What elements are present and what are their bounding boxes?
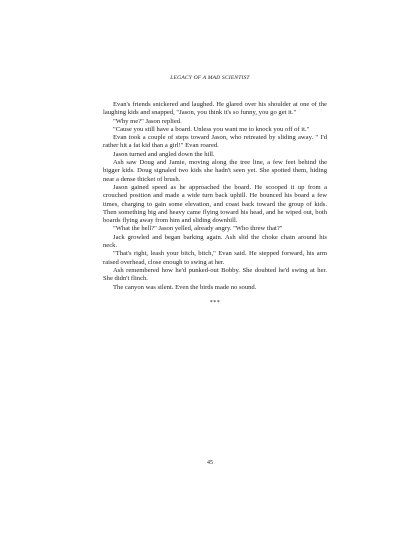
running-header: LEGACY OF A MAD SCIENTIST bbox=[170, 75, 250, 81]
paragraph: "What the hell?" Jason yelled, already angry. "Who threw that?" bbox=[113, 225, 283, 233]
body-text bbox=[103, 101, 327, 307]
paragraph: "Cause you still have a board. Unless you want me to knock you off of it." bbox=[113, 125, 310, 133]
paragraph: Evan's friends snickered and laughed. He glared over his shoulder at one of the laughing kids and snapped, "Jason, you think it's so funny, you go get it." bbox=[103, 101, 327, 117]
scene-break: *** bbox=[209, 299, 221, 306]
paragraph: Jason gained speed as he approached the board. He scooped it up from a crouched position and made a wide turn back uphill. He bounced his board a few times, charging to gain some elevation, and coast back toward the group of kids. Then something big and heavy came flying toward his head, and he wiped out, both boards flying away from him and sliding downhill. bbox=[103, 183, 327, 225]
paragraph: "Why me?" Jason replied. bbox=[113, 117, 182, 125]
paragraph: "That's right, leash your bitch, bitch," Evan said. He stepped forward, his arm raised overhead, close enough to swing at her. bbox=[103, 250, 327, 266]
paragraph: Ash remembered how he'd punked-out Bobby. She doubted he'd swing at her. She didn't flinch. bbox=[103, 266, 327, 283]
paragraph: The canyon was silent. Even the birds made no sound. bbox=[113, 283, 257, 291]
paragraph: Ash saw Doug and Jamie, moving along the tree line, a few feet behind the bigger kids. Doug signaled two kids she hadn't seen yet. She spotted them, hiding near a dense thicket of brush. bbox=[103, 159, 327, 183]
page-number: 45 bbox=[207, 460, 213, 466]
paragraph: Jack growled and began barking again. Ash slid the choke chain around his neck. bbox=[103, 233, 327, 250]
paragraph: Evan took a couple of steps toward Jason, who retreated by sliding away. " I'd rather hit a fat kid than a girl!" Evan roared. bbox=[103, 134, 327, 150]
paragraph: Jason turned and angled down the hill. bbox=[113, 150, 215, 158]
